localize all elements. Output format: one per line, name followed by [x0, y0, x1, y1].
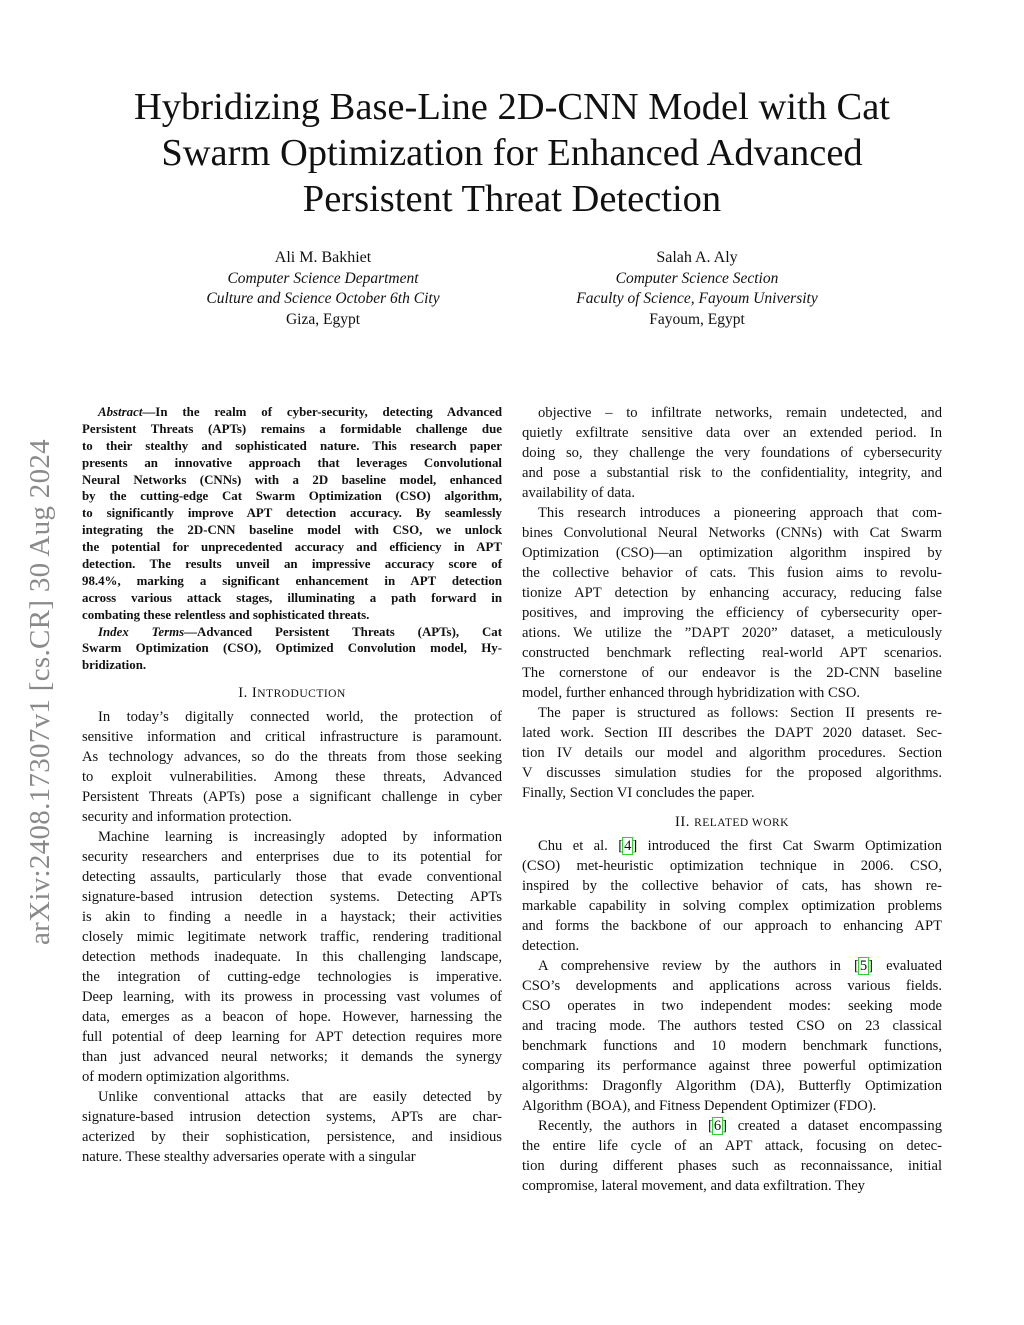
section-number: I. I — [238, 685, 258, 702]
text-line: data, emerges as a beacon of hope. However, harnessing the — [82, 1009, 502, 1026]
text-line: CSO operates in two independent modes: seeking mode — [522, 998, 942, 1014]
text-line: Swarm Optimization (CSO), Optimized Convolution model, Hy- — [82, 641, 502, 656]
text-line: to exploit vulnerabilities. Among these threats, Advanced — [82, 769, 502, 786]
text-line: closely mimic legitimate network traffic, rendering traditional — [82, 929, 502, 946]
text-line: comparing its performance against three powerful optimization — [522, 1058, 942, 1074]
text-line: Machine learning is increasingly adopted by information — [98, 829, 502, 846]
text-line: full potential of deep learning for APT detection requires more — [82, 1029, 502, 1046]
text-line: CSO’s developments and applications across various fields. — [522, 978, 942, 994]
text-line: and pose a substantial risk to the confidentiality, integrity, and — [522, 465, 942, 481]
title-line: Hybridizing Base-Line 2D-CNN Model with Cat — [134, 86, 890, 128]
introduction-body-continued — [522, 403, 942, 803]
right-column — [522, 403, 942, 1196]
paragraph — [522, 1116, 942, 1196]
text-line: model, further enhanced through hybridization with CSO. — [522, 685, 861, 701]
text-line: the integration of cutting-edge technologies is imperative. — [82, 969, 502, 986]
title-line: Swarm Optimization for Enhanced Advanced — [161, 132, 863, 174]
author-location: Giza, Egypt — [285, 310, 361, 328]
section-title: NTRODUCTION — [257, 688, 346, 701]
text-line: ations. We utilize the ”DAPT 2020” dataset, a meticulously — [522, 625, 942, 641]
text-line: nature. These stealthy adversaries operate with a singular — [82, 1149, 416, 1166]
text-line: Abstract—In the realm of cyber-security, detecting Advanced — [98, 405, 502, 419]
paragraph — [82, 707, 502, 827]
related-work-body — [522, 836, 942, 1196]
text-line: bines Convolutional Neural Networks (CNNs) with Cat Swarm — [522, 525, 942, 541]
text-line: 98.4%, marking a significant enhancement in APT detection — [82, 573, 502, 588]
text-line: detection. — [522, 938, 580, 954]
author-dept: Computer Science Department — [227, 269, 419, 287]
text-line: Algorithm (BOA), and Fitness Dependent Optimizer (FDO). — [522, 1098, 877, 1114]
text-line: In today’s digitally connected world, the protection of — [98, 709, 502, 726]
text-line: positives, and improving the efficiency of cybersecurity oper- — [522, 605, 942, 621]
text-line: algorithms: Dragonfly Algorithm (DA), Butterfly Optimization — [522, 1078, 942, 1094]
text-line: Neural Networks (CNNs) with a 2D baseline model, enhanced — [82, 472, 502, 487]
author-location: Fayoum, Egypt — [649, 310, 745, 328]
text-line: The cornerstone of our endeavor is the 2D-CNN baseline — [522, 665, 942, 681]
text-line: Persistent Threats (APTs) pose a significant challenge in cyber — [82, 789, 502, 806]
paragraph — [82, 827, 502, 1087]
text-line: benchmark functions and 10 modern benchmark functions, — [522, 1038, 942, 1054]
paragraph — [522, 503, 942, 703]
text-line: (CSO) met-heuristic optimization technique in 2006. CSO, — [522, 858, 942, 874]
author-org: Culture and Science October 6th City — [206, 290, 440, 307]
text-line: sensitive information and critical infrastructure is paramount. — [82, 729, 502, 746]
abstract-text — [82, 404, 502, 624]
text-line: As technology advances, so do the threats from those seeking — [82, 749, 502, 766]
text-line: the potential for unprecedented accuracy and efficiency in APT — [82, 540, 502, 555]
paragraph — [82, 1087, 502, 1167]
text-line: of modern optimization algorithms. — [82, 1069, 290, 1086]
text-line: acterized by their sophistication, persistence, and insidious — [82, 1129, 502, 1146]
text-line: Deep learning, with its prowess in processing vast volumes of — [82, 989, 502, 1006]
text-line: to their stealthy and sophisticated nature. This research paper — [82, 438, 502, 453]
title-line: Persistent Threat Detection — [302, 178, 722, 220]
author-block-1 — [143, 248, 503, 330]
text-line: by the cutting-edge Cat Swarm Optimization (CSO) algorithm, — [82, 489, 502, 504]
text-line: objective – to infiltrate networks, remain undetected, and — [538, 405, 942, 421]
author-block-2 — [517, 248, 877, 330]
text-line: and tracing mode. The authors tested CSO on 23 classical — [522, 1018, 942, 1034]
text-line: tion IV details our model and algorithm procedures. Section — [522, 745, 942, 761]
text-line: is akin to finding a needle in a haystack; their activities — [82, 909, 502, 926]
author-org: Faculty of Science, Fayoum University — [576, 290, 818, 307]
introduction-body — [82, 707, 502, 1167]
text-line: tion during different phases such as reconnaissance, initial — [522, 1158, 942, 1174]
text-line: Finally, Section VI concludes the paper. — [522, 785, 755, 801]
text-line: detecting assaults, particularly those that evade conventional — [82, 869, 502, 886]
text-line: The paper is structured as follows: Section II presents re- — [538, 705, 942, 721]
text-line: Persistent Threats (APTs) remains a formidable challenge due — [82, 421, 502, 436]
author-dept: Computer Science Section — [615, 269, 779, 287]
citation-link[interactable]: 6 — [713, 1118, 722, 1134]
paper-title — [60, 84, 964, 222]
text-line: inspired by the collective behavior of cats, has shown re- — [522, 878, 942, 894]
text-line: compromise, lateral movement, and data exfiltration. They — [522, 1178, 865, 1194]
text-line: signature-based intrusion detection systems, APTs are char- — [82, 1109, 502, 1126]
paragraph — [522, 403, 942, 503]
citation-link[interactable]: 5 — [859, 958, 868, 974]
text-line: tionize APT detection by enhancing accuracy, reducing false — [522, 585, 942, 601]
block-label: Abstract — [98, 405, 143, 419]
text-line: Unlike conventional attacks that are easily detected by — [98, 1089, 502, 1106]
text-line: Optimization (CSO)—an optimization algorithm inspired by — [522, 545, 942, 561]
left-column — [82, 404, 502, 1167]
text-line: constructed benchmark reflecting real-world APT scenarios. — [522, 645, 942, 661]
text-line: lated work. Section III describes the DAPT 2020 dataset. Sec- — [522, 725, 942, 741]
text-line: This research introduces a pioneering approach that com- — [538, 505, 942, 521]
paragraph — [522, 836, 942, 956]
section-number: II. — [675, 814, 695, 830]
text-line: integrating the 2D-CNN baseline model with CSO, we unlock — [82, 523, 502, 538]
text-line: availability of data. — [522, 485, 636, 501]
text-line: across various attack stages, illuminating a path forward in — [82, 590, 502, 605]
citation-link[interactable]: 4 — [624, 838, 632, 854]
text-line: quietly exfiltrate sensitive data over an extended period. In — [522, 425, 942, 441]
text-line: bridization. — [82, 658, 147, 673]
text-line: than just advanced neural networks; it demands the synergy — [82, 1049, 502, 1066]
abstract — [82, 404, 502, 674]
paragraph — [522, 703, 942, 803]
text-line: V discusses simulation studies for the proposed algorithms. — [522, 765, 942, 781]
text-line: security researchers and enterprises due to its potential for — [82, 849, 502, 866]
text-line: doing so, they challenge the very foundations of cybersecurity — [522, 445, 942, 461]
author-name: Ali M. Bakhiet — [274, 249, 372, 266]
text-line: to significantly improve APT detection accuracy. By seamlessly — [82, 506, 502, 521]
block-label: Index Terms — [98, 624, 185, 639]
section-title: RELATED WORK — [694, 817, 789, 829]
section-heading-related-work — [522, 811, 942, 833]
text-line: detection methods inadequate. In this challenging landscape, — [82, 949, 502, 966]
paragraph — [522, 956, 942, 1116]
text-line: detection. The results unveil an impressive accuracy score of — [82, 557, 502, 572]
text-line: combating these relentless and sophisticated threats. — [82, 607, 370, 622]
arxiv-identifier: arXiv:2408.17307v1 [cs.CR] 30 Aug 2024 — [24, 439, 56, 945]
text-line: the collective behavior of cats. This fusion aims to revolu- — [522, 565, 942, 581]
text-line: Recently, the authors in [6] created a dataset encompassing — [538, 1118, 942, 1134]
text-line: the entire life cycle of an APT attack, focusing on detec- — [522, 1138, 942, 1154]
text-line: presents an innovative approach that leverages Convolutional — [82, 455, 502, 470]
text-line: A comprehensive review by the authors in [5] evaluated — [538, 958, 942, 974]
author-name: Salah A. Aly — [656, 249, 738, 266]
text-line: signature-based intrusion detection systems. Detecting APTs — [82, 889, 502, 906]
text-line: markable capability in solving complex optimization problems — [522, 898, 942, 914]
text-line: security and information protection. — [82, 809, 292, 826]
index-terms — [82, 624, 502, 675]
text-line: Chu et al. [4] introduced the first Cat Swarm Optimization — [538, 838, 942, 854]
text-line: Index Terms—Advanced Persistent Threats (APTs), Cat — [98, 624, 502, 639]
section-heading-introduction — [82, 682, 502, 704]
text-line: and forms the backbone of our approach to enhancing APT — [522, 918, 942, 934]
